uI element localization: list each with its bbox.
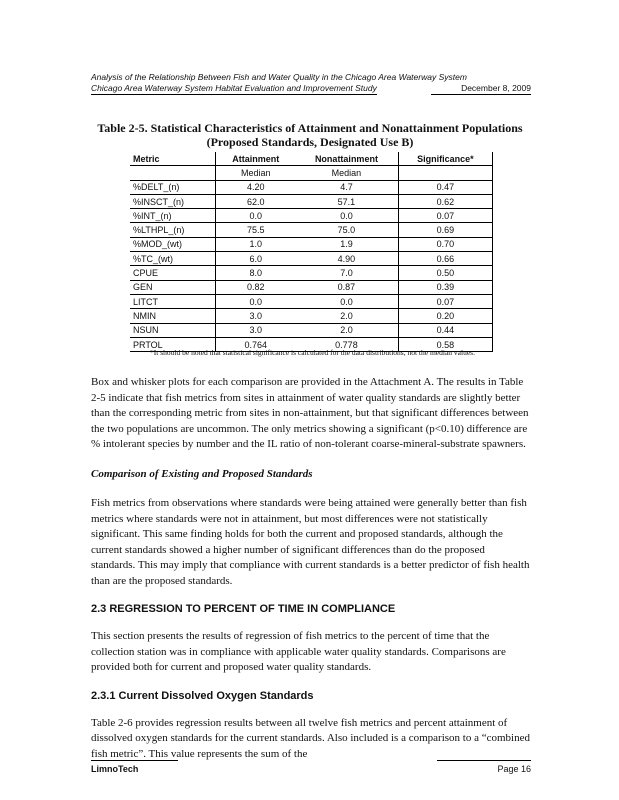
blank-cell	[398, 166, 492, 180]
significance-cell: 0.69	[398, 223, 492, 237]
metric-cell: CPUE	[130, 266, 216, 280]
footer-company: LimnoTech	[91, 760, 178, 774]
nonattainment-cell: 57.1	[295, 194, 398, 208]
running-header	[91, 72, 531, 95]
attainment-cell: 0.82	[216, 280, 295, 294]
metric-cell: LITCT	[130, 294, 216, 308]
significance-cell: 0.62	[398, 194, 492, 208]
metric-cell: %TC_(wt)	[130, 252, 216, 266]
attainment-cell: 0.0	[216, 209, 295, 223]
col-header: Metric	[130, 152, 216, 166]
metric-cell: NSUN	[130, 323, 216, 337]
significance-cell: 0.70	[398, 237, 492, 251]
table-row	[130, 252, 493, 266]
significance-cell: 0.50	[398, 266, 492, 280]
paragraph: Fish metrics from observations where standards were being attained were generally better than fish metrics where standards were not in attainment, but most differences were not statistically significant. This same finding holds for both the current and proposed standards, although the current standards showed a higher number of significant differences than do the proposed standards. This may imply that compliance with current standards is a better predictor of fish health than are the proposed standards.	[91, 497, 530, 587]
paragraph: Table 2-6 provides regression results between all twelve fish metrics and percent attainment of dissolved oxygen standards for the current standards. Also included is a comparison to a “combined fish metric”. This value represents the sum of the	[91, 716, 530, 760]
page-number: Page 16	[437, 760, 531, 774]
table-row	[130, 323, 493, 337]
attainment-cell: 4.20	[216, 180, 295, 194]
col-header: Significance*	[398, 152, 492, 166]
nonattainment-cell: 0.778	[295, 337, 398, 351]
subheader: Median	[216, 166, 295, 180]
paragraph: Box and whisker plots for each comparison are provided in the Attachment A. The results in Table 2-5 indicate that fish metrics from sites in attainment of water quality standards are slightly better than the corresponding metric from sites in non-attainment, but that significant differences between the two populations are uncommon. The only metrics showing a significant (p<0.10) difference are % intolerant species by number and the IL ratio of non-tolerant coarse-mineral-substrate spawners.	[91, 376, 529, 450]
attainment-cell: 0.0	[216, 294, 295, 308]
significance-cell: 0.20	[398, 309, 492, 323]
table-title-line2: (Proposed Standards, Designated Use B)	[206, 135, 414, 149]
attainment-cell: 6.0	[216, 252, 295, 266]
page-footer	[91, 760, 531, 774]
metric-cell: %MOD_(wt)	[130, 237, 216, 251]
significance-cell: 0.39	[398, 280, 492, 294]
attainment-cell: 0.764	[216, 337, 295, 351]
header-line2: Chicago Area Waterway System Habitat Evaluation and Improvement Study	[91, 83, 377, 93]
nonattainment-cell: 0.87	[295, 280, 398, 294]
table-row	[130, 309, 493, 323]
nonattainment-cell: 4.7	[295, 180, 398, 194]
table-title	[60, 121, 560, 149]
attainment-cell: 8.0	[216, 266, 295, 280]
header-date: December 8, 2009	[431, 83, 531, 95]
significance-cell: 0.66	[398, 252, 492, 266]
data-table	[130, 152, 493, 352]
body-text	[91, 375, 531, 776]
significance-cell: 0.58	[398, 337, 492, 351]
table-row	[130, 294, 493, 308]
col-header: Nonattainment	[295, 152, 398, 166]
significance-cell: 0.07	[398, 209, 492, 223]
nonattainment-cell: 4.90	[295, 252, 398, 266]
nonattainment-cell: 0.0	[295, 294, 398, 308]
header-line1: Analysis of the Relationship Between Fish and Water Quality in the Chicago Area Waterway System	[91, 72, 467, 82]
metric-cell: GEN	[130, 280, 216, 294]
nonattainment-cell: 0.0	[295, 209, 398, 223]
table-row	[130, 209, 493, 223]
significance-cell: 0.44	[398, 323, 492, 337]
nonattainment-cell: 7.0	[295, 266, 398, 280]
subheader: Median	[295, 166, 398, 180]
metric-cell: PRTOL	[130, 337, 216, 351]
subheading: Comparison of Existing and Proposed Standards	[91, 467, 313, 480]
table-footnote: *It should be noted that statistical significance is calculated for the data distributions, not the median values.	[150, 348, 475, 357]
metric-cell: %INT_(n)	[130, 209, 216, 223]
table-row	[130, 223, 493, 237]
table-row	[130, 280, 493, 294]
attainment-cell: 62.0	[216, 194, 295, 208]
metric-cell: %LTHPL_(n)	[130, 223, 216, 237]
significance-cell: 0.07	[398, 294, 492, 308]
nonattainment-cell: 1.9	[295, 237, 398, 251]
nonattainment-cell: 2.0	[295, 323, 398, 337]
table-row	[130, 237, 493, 251]
metric-cell: NMIN	[130, 309, 216, 323]
metric-cell: %DELT_(n)	[130, 180, 216, 194]
table-title-line1: Table 2-5. Statistical Characteristics of Attainment and Nonattainment Populations	[97, 121, 523, 135]
attainment-cell: 3.0	[216, 323, 295, 337]
section-heading: 2.3 REGRESSION TO PERCENT OF TIME IN COMPLIANCE	[91, 603, 396, 615]
metric-cell: %INSCT_(n)	[130, 194, 216, 208]
nonattainment-cell: 75.0	[295, 223, 398, 237]
section-heading: 2.3.1 Current Dissolved Oxygen Standards	[91, 689, 314, 702]
nonattainment-cell: 2.0	[295, 309, 398, 323]
paragraph: This section presents the results of regression of fish metrics to the percent of time that the collection station was in compliance with applicable water quality standards. Comparisons are provided both for current and proposed water quality standards.	[91, 630, 506, 673]
attainment-cell: 1.0	[216, 237, 295, 251]
attainment-cell: 75.5	[216, 223, 295, 237]
table-row	[130, 266, 493, 280]
significance-cell: 0.47	[398, 180, 492, 194]
col-header: Attainment	[216, 152, 295, 166]
table-row	[130, 194, 493, 208]
table-row	[130, 180, 493, 194]
blank-cell	[130, 166, 216, 180]
attainment-cell: 3.0	[216, 309, 295, 323]
